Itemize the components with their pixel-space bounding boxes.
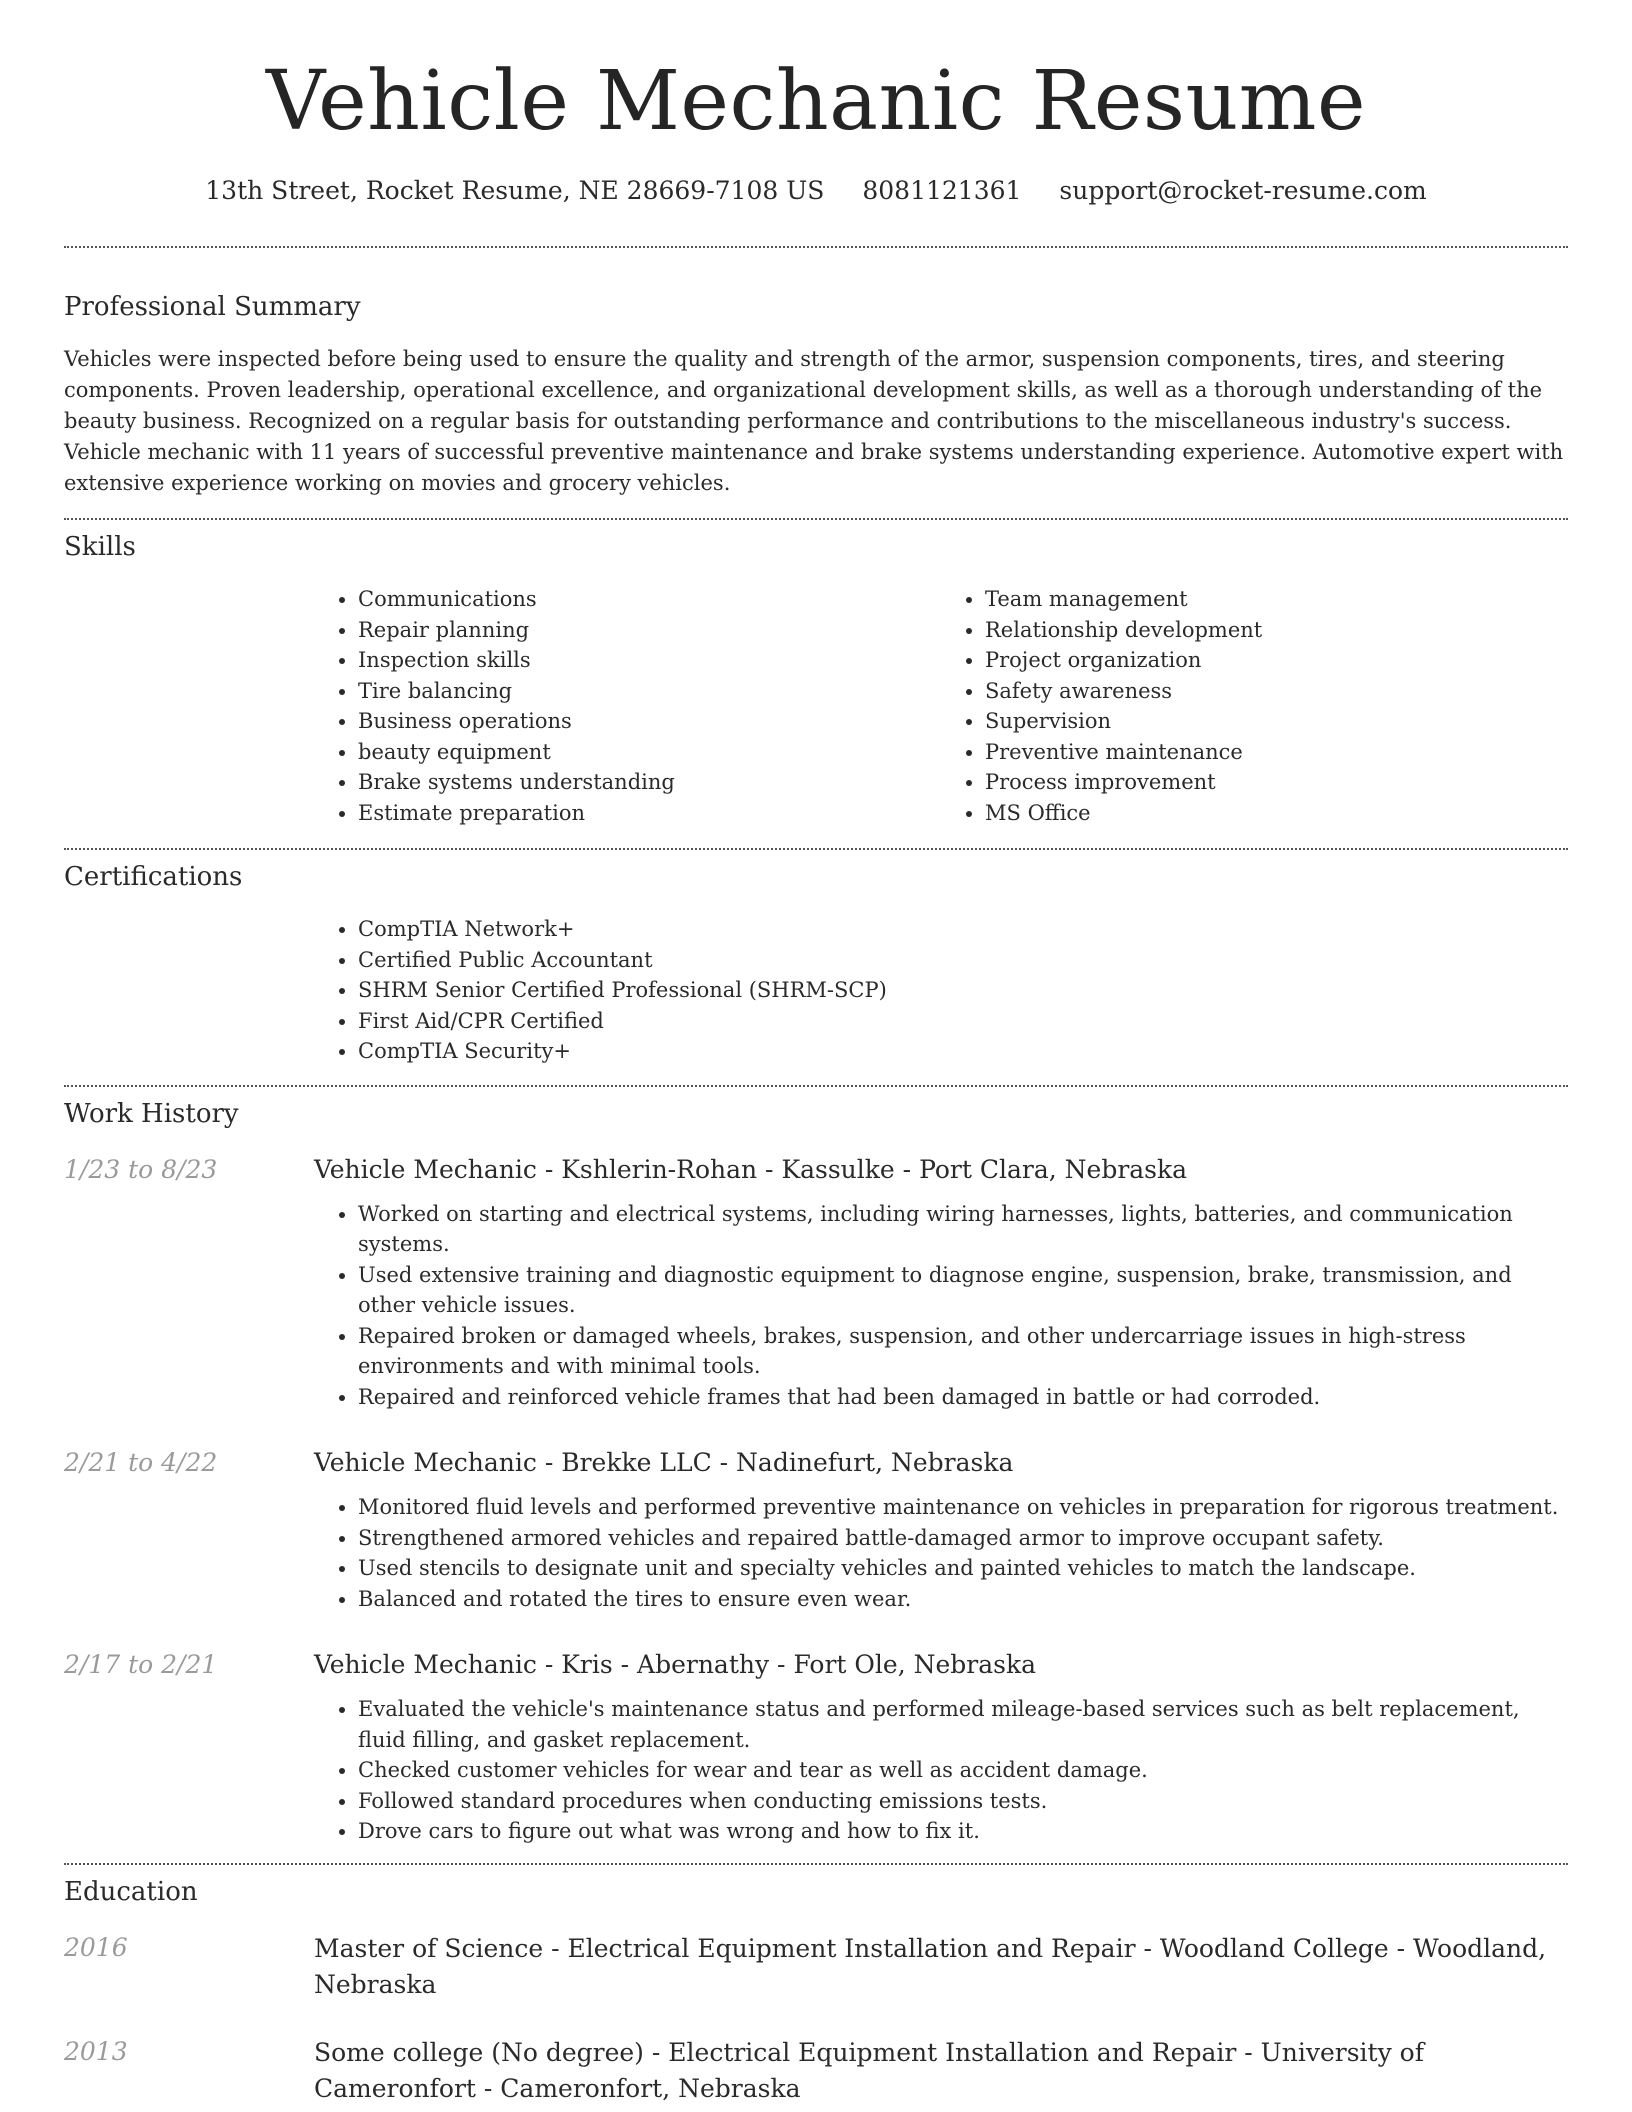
job-title: Vehicle Mechanic - Brekke LLC - Nadinefurt, Nebraska — [314, 1448, 1014, 1477]
certification-item: • First Aid/CPR Certified — [358, 1006, 1568, 1037]
contact-phone: 8081121361 — [862, 176, 1022, 205]
skill-item: • Business operations — [358, 706, 941, 737]
job-date: 1/23 to 8/23 — [64, 1154, 218, 1184]
job-bullets — [314, 1694, 1568, 1847]
job-bullet: • Checked customer vehicles for wear and tear as well as accident damage. — [358, 1755, 1568, 1786]
skill-item: • Tire balancing — [358, 676, 941, 707]
job-bullet: • Used stencils to designate unit and specialty vehicles and painted vehicles to match the landscape. — [358, 1553, 1568, 1584]
certification-item: • CompTIA Network+ — [358, 914, 1568, 945]
job-title: Vehicle Mechanic - Kris - Abernathy - Fort Ole, Nebraska — [314, 1650, 1037, 1679]
certification-item: • Certified Public Accountant — [358, 945, 1568, 976]
section-title-education: Education — [64, 1876, 198, 1907]
education-title: Some college (No degree) - Electrical Equipment Installation and Repair - University of Cameronfort - Cameronfort, Nebraska — [314, 2037, 1424, 2103]
education-date: 2013 — [64, 2036, 128, 2066]
section-title-certifications: Certifications — [64, 862, 243, 892]
certifications-list — [314, 914, 1568, 1067]
education-entry — [64, 2035, 1568, 2107]
skill-item: • beauty equipment — [358, 737, 941, 768]
job-date: 2/21 to 4/22 — [64, 1448, 218, 1477]
job-bullet: • Used extensive training and diagnostic equipment to diagnose engine, suspension, brake, transmission, and other vehicle issues. — [358, 1260, 1568, 1321]
contact-email: support@rocket-resume.com — [1059, 176, 1427, 205]
job-bullets — [314, 1492, 1568, 1614]
education-section — [64, 1865, 1568, 2107]
education-date: 2016 — [64, 1932, 128, 1962]
job-bullet: • Repaired and reinforced vehicle frames that had been damaged in battle or had corroded. — [358, 1382, 1568, 1413]
skill-item: • Inspection skills — [358, 645, 941, 676]
job-bullet: • Evaluated the vehicle's maintenance status and performed mileage-based services such as belt replacement, fluid filling, and gasket replacement. — [358, 1694, 1568, 1755]
job-body — [314, 1648, 1568, 1847]
job-bullet: • Followed standard procedures when conducting emissions tests. — [358, 1786, 1568, 1817]
job-date: 2/17 to 2/21 — [64, 1650, 218, 1679]
skills-list-left — [314, 584, 941, 828]
skills-list-right — [941, 584, 1568, 828]
skills-section — [64, 520, 1568, 828]
job-body — [314, 1446, 1568, 1614]
job-bullet: • Worked on starting and electrical systems, including wiring harnesses, lights, batteries, and communication systems. — [358, 1199, 1568, 1260]
education-entry — [64, 1931, 1568, 2003]
contact-line — [64, 174, 1568, 208]
job-bullet: • Drove cars to figure out what was wrong and how to fix it. — [358, 1816, 1568, 1847]
skill-item: • Repair planning — [358, 615, 941, 646]
job-entry — [64, 1446, 1568, 1614]
resume-title: Vehicle Mechanic Resume — [265, 54, 1367, 149]
certifications-section — [64, 850, 1568, 1067]
skill-item: • Brake systems understanding — [358, 767, 941, 798]
job-bullet: • Repaired broken or damaged wheels, brakes, suspension, and other undercarriage issues in high-stress environments and with minimal tools. — [358, 1321, 1568, 1382]
job-entry — [64, 1153, 1568, 1413]
skill-item: • Communications — [358, 584, 941, 615]
section-title-skills: Skills — [64, 532, 136, 562]
section-title-summary: Professional Summary — [64, 292, 361, 322]
skill-item: • Estimate preparation — [358, 798, 941, 829]
skill-item: • MS Office — [985, 798, 1568, 829]
certification-item: • SHRM Senior Certified Professional (SHRM-SCP) — [358, 975, 1568, 1006]
summary-section — [64, 248, 1568, 499]
skill-item: • Process improvement — [985, 767, 1568, 798]
skill-item: • Team management — [985, 584, 1568, 615]
skill-item: • Safety awareness — [985, 676, 1568, 707]
skills-columns — [314, 584, 1568, 828]
job-bullet: • Strengthened armored vehicles and repaired battle-damaged armor to improve occupant safety. — [358, 1523, 1568, 1554]
skill-item: • Supervision — [985, 706, 1568, 737]
job-body — [314, 1153, 1568, 1413]
section-title-work-history: Work History — [64, 1098, 239, 1129]
skill-item: • Preventive maintenance — [985, 737, 1568, 768]
summary-text: Vehicles were inspected before being used to ensure the quality and strength of the armor, suspension components, tires, and steering components. Proven leadership, operational excellence, and organizational development skills, as well as a thorough understanding of the beauty business. Recognized on a regular basis for outstanding performance and contributions to the miscellaneous industry's success. Vehicle mechanic with 11 years of successful preventive maintenance and brake systems understanding experience. Automotive expert with extensive experience working on movies and grocery vehicles. — [64, 347, 1564, 495]
skill-item: • Project organization — [985, 645, 1568, 676]
job-title: Vehicle Mechanic - Kshlerin-Rohan - Kassulke - Port Clara, Nebraska — [314, 1154, 1188, 1184]
contact-address: 13th Street, Rocket Resume, NE 28669-7108 US — [205, 176, 825, 205]
certification-item: • CompTIA Security+ — [358, 1036, 1568, 1067]
job-entry — [64, 1648, 1568, 1847]
work-history-section — [64, 1087, 1568, 1847]
education-title: Master of Science - Electrical Equipment Installation and Repair - Woodland College - Woodland, Nebraska — [314, 1933, 1547, 1999]
job-bullet: • Monitored fluid levels and performed preventive maintenance on vehicles in preparation for rigorous treatment. — [358, 1492, 1568, 1523]
job-bullet: • Balanced and rotated the tires to ensure even wear. — [358, 1584, 1568, 1615]
job-bullets — [314, 1199, 1568, 1413]
skill-item: • Relationship development — [985, 615, 1568, 646]
